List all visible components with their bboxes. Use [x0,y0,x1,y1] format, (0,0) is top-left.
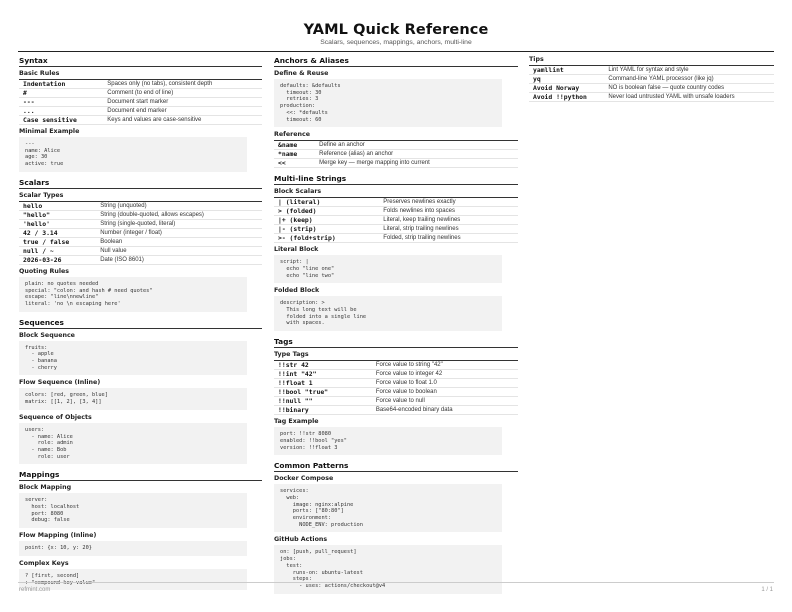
code-block-quoting-rules: plain: no quotes needed special: "colon: and hash # need quotes" escape: "line\nnewline" literal: 'no \n escaping here' [19,277,247,312]
row-key: | (literal) [278,198,321,207]
row-key: |- (strip) [278,225,317,234]
table-row [274,370,518,379]
row-key: *name [278,150,298,159]
subsection-title-basic-rules: Basic Rules [19,70,60,77]
row-description: Spaces only (no tabs), consistent depth [107,81,213,87]
table-row [274,216,518,225]
row-key: &name [278,141,298,150]
subsection-title-define-reuse: Define & Reuse [274,70,329,77]
section-title-scalars: Scalars [19,178,262,189]
row-key: << [278,159,286,168]
row-description: Preserves newlines exactly [383,199,456,206]
table-row [274,406,518,415]
table-row [19,80,262,89]
page-title: YAML Quick Reference [303,22,489,38]
subsection-title-sequence-of-objects: Sequence of Objects [19,413,92,421]
subsection-title-docker-compose: Docker Compose [274,475,334,483]
table-row [19,107,262,116]
row-key: 42 / 3.14 [23,228,58,237]
table-row [274,234,518,243]
page-header [0,22,792,46]
table-row [19,219,262,228]
row-key: >- (fold+strip) [278,234,336,243]
code-block-flow-sequence: colors: [red, green, blue] matrix: [[1, 2], [3, 4]] [19,388,247,409]
section-title-syntax: Syntax [19,56,262,67]
row-key: 2026-03-26 [23,255,62,264]
row-description: Define an anchor [319,142,365,149]
row-description: Comment (to end of line) [107,90,174,96]
row-description: Document end marker [107,108,167,114]
section-title-sequences: Sequences [19,318,262,329]
basic-rules-table [19,80,262,125]
row-description: String (unquoted) [100,202,147,209]
table-row [274,150,518,159]
code-block-complex-keys: ? [first, second] : "compound key value" [19,569,247,590]
column-3 [529,56,774,104]
table-row [19,98,262,107]
tips-table [529,66,774,102]
row-key: Avoid !!python [533,93,587,101]
row-key: # [23,89,27,97]
code-block-minimal-example: --- name: Alice age: 30 active: true [19,137,247,172]
subsection-title-flow-mapping: Flow Mapping (Inline) [19,532,97,540]
row-description: Date (ISO 8601) [100,256,144,263]
subsection-title-block-scalars: Block Scalars [274,188,322,196]
table-row [19,116,262,125]
code-block-folded-block: description: > This long text will be folded into a single line with spaces. [274,296,502,331]
row-key: > (folded) [278,207,317,216]
row-description: Force value to boolean [375,389,437,396]
row-key: Avoid Norway [533,84,580,92]
section-title-anchors: Anchors & Aliases [274,56,518,67]
row-description: Force value to float 1.0 [375,380,437,387]
table-row [19,237,262,246]
anchor-reference-table [274,141,518,168]
column-2 [274,56,518,598]
row-key: !!null "" [278,397,313,406]
row-description: Keys and values are case-sensitive [107,117,202,123]
row-key: Indentation [23,80,66,88]
table-row [529,93,774,102]
scalar-types-table [19,202,262,265]
section-title-tags: Tags [274,337,518,348]
table-row [274,225,518,234]
code-block-block-sequence: fruits: - apple - banana - cherry [19,341,247,376]
row-description: Force value to string "42" [375,362,443,369]
subsection-title-block-sequence: Block Sequence [19,331,75,339]
type-tags-table [274,361,518,415]
row-key: --- [23,98,35,106]
row-description: Never load untrusted YAML with unsafe loaders [608,94,735,100]
row-description: Force value to integer 42 [375,371,443,378]
row-key: !!bool "true" [278,388,329,397]
table-row [274,361,518,370]
row-description: Lint YAML for syntax and style [608,67,689,73]
subsection-title-quoting-rules: Quoting Rules [19,267,70,275]
row-key: ... [23,107,35,115]
section-title-common-patterns: Common Patterns [274,461,518,472]
code-block-literal-block: script: | echo "line one" echo "line two" [274,255,502,283]
row-description: Boolean [100,238,123,245]
row-description: Number (integer / float) [100,229,162,236]
table-row [19,246,262,255]
row-description: Document start marker [107,99,169,105]
row-key: yamllint [533,66,564,74]
subsection-title-folded-block: Folded Block [274,287,320,295]
subsection-title-flow-sequence: Flow Sequence (Inline) [19,379,101,387]
table-row [19,210,262,219]
row-description: String (double-quoted, allows escapes) [100,211,204,218]
code-block-block-mapping: server: host: localhost port: 8080 debug: false [19,493,247,528]
subsection-title-literal-block: Literal Block [274,246,319,254]
section-title-multiline: Multi-line Strings [274,174,518,185]
row-key: yq [533,75,541,83]
subsection-title-github-actions: GitHub Actions [274,536,328,544]
subsection-title-reference: Reference [274,131,310,139]
table-row [529,66,774,75]
row-description: Force value to null [375,398,425,405]
subsection-title-complex-keys: Complex Keys [19,559,69,567]
row-description: Folds newlines into spaces [383,208,455,215]
row-description: String (single-quoted, literal) [100,220,176,227]
subsection-title-block-mapping: Block Mapping [19,484,72,492]
table-row [529,84,774,93]
row-key: !!binary [278,406,309,415]
subsection-title-tag-example: Tag Example [274,418,319,426]
row-description: NO is boolean false — quote country codes [608,85,725,91]
row-description: Null value [100,247,127,254]
table-row [274,388,518,397]
footer-divider [18,582,774,583]
table-row [274,159,518,168]
block-scalars-table [274,198,518,243]
row-key: !!int "42" [278,370,317,379]
table-row [274,379,518,388]
column-1 [19,56,262,594]
row-description: Reference (alias) an anchor [319,151,394,158]
row-description: Literal, keep trailing newlines [383,217,461,224]
table-row [19,202,262,211]
subsection-title-minimal-example: Minimal Example [19,128,80,135]
row-description: Base64-encoded binary data [375,407,453,414]
row-key: 'hello' [23,219,50,228]
row-description: Folded, strip trailing newlines [383,235,461,242]
header-divider [18,51,774,52]
code-block-flow-mapping: point: {x: 10, y: 20} [19,541,247,556]
footer-brand: refmint.com [19,587,51,593]
row-key: true / false [23,237,70,246]
code-block-sequence-of-objects: users: - name: Alice role: admin - name: Bob role: user [19,423,247,465]
subsection-title-scalar-types: Scalar Types [19,191,64,199]
row-description: Command-line YAML processor (like jq) [608,76,714,82]
table-row [19,228,262,237]
row-description: Merge key — merge mapping into current [319,160,430,167]
page-subtitle: Scalars, sequences, mappings, anchors, multi-line [320,39,472,46]
code-block-tag-example: port: !!str 8080 enabled: !!bool "yes" version: !!float 3 [274,427,502,455]
table-row [274,141,518,150]
row-description: Literal, strip trailing newlines [383,226,459,233]
row-key: null / ~ [23,246,54,255]
footer-page-number: 1 / 1 [761,587,773,593]
subsection-title-type-tags: Type Tags [274,351,309,359]
row-key: hello [23,201,43,210]
row-key: !!float 1 [278,379,313,388]
section-title-mappings: Mappings [19,470,262,481]
code-block-docker-compose: services: web: image: nginx:alpine ports: ["80:80"] environment: NODE_ENV: production [274,484,502,532]
table-row [274,397,518,406]
row-key: "hello" [23,210,50,219]
table-row [529,75,774,84]
code-block-github-actions: on: [push, pull_request] jobs: test: runs-on: ubuntu-latest steps: - uses: actions/checkout@v4 [274,545,502,593]
table-row [19,255,262,264]
table-row [19,89,262,98]
row-key: Case sensitive [23,116,77,124]
section-title-tips: Tips [529,56,544,63]
row-key: !!str 42 [278,361,309,370]
row-key: |+ (keep) [278,216,313,225]
table-row [274,207,518,216]
table-row [274,198,518,207]
code-block-define-reuse: defaults: &defaults timeout: 30 retries: 3 production: <<: *defaults timeout: 60 [274,79,502,127]
